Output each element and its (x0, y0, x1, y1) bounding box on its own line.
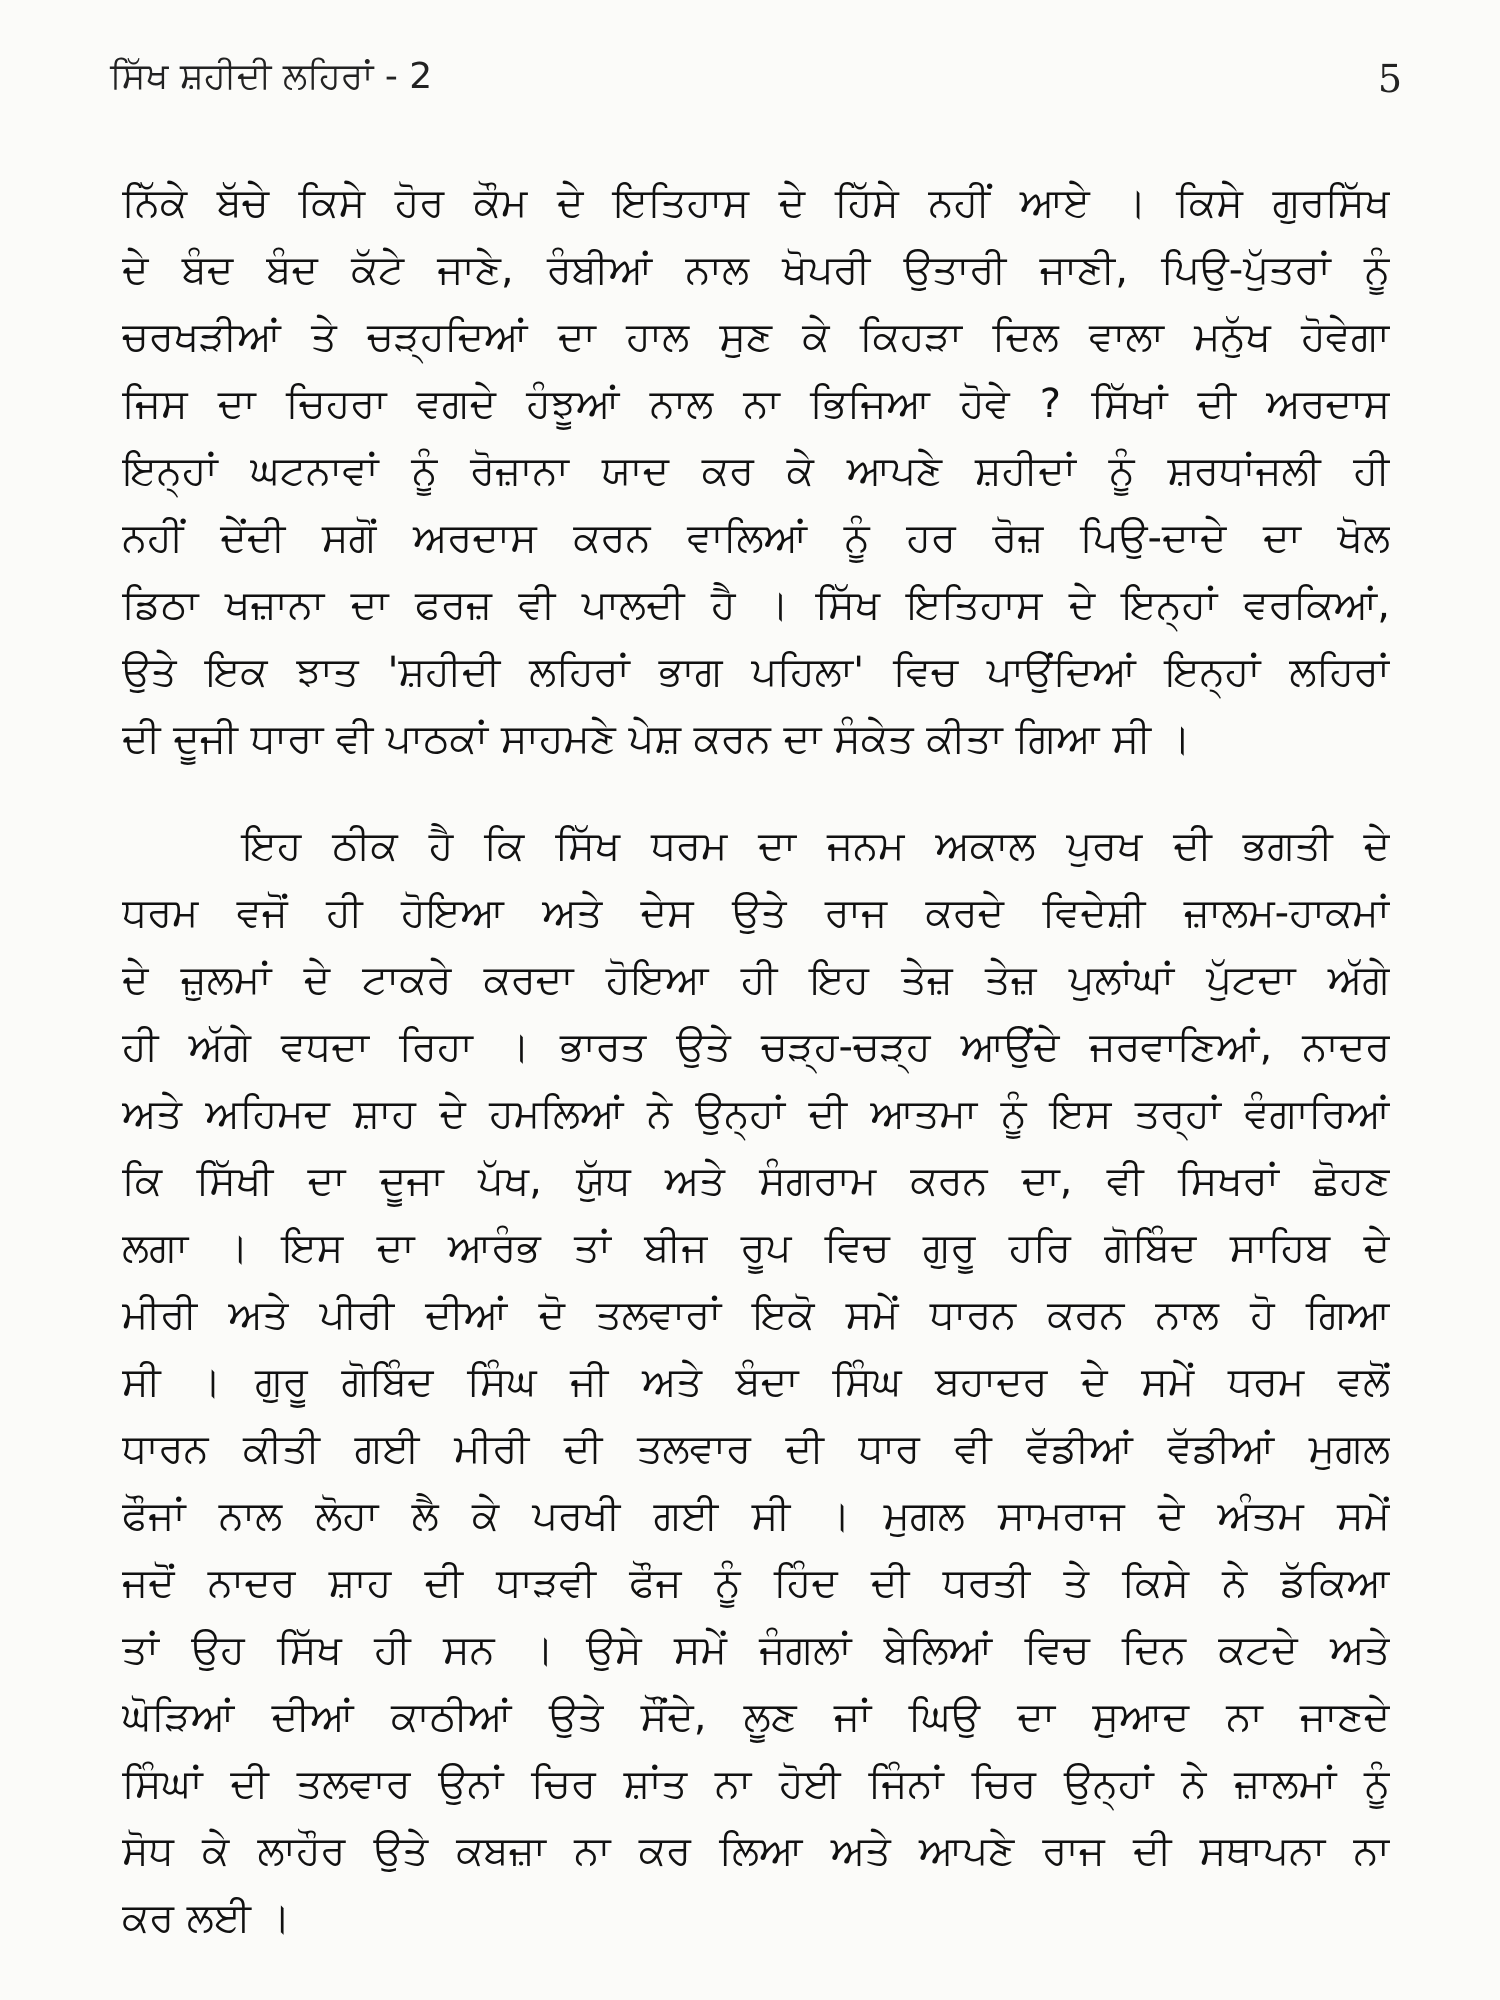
text-line: ਜਦੋਂ ਨਾਦਰ ਸ਼ਾਹ ਦੀ ਧਾੜਵੀ ਫੌਜ ਨੂੰ ਹਿੰਦ ਦੀ ਧਰਤੀ ਤੇ ਕਿਸੇ ਨੇ ਡੱਕਿਆ (122, 1560, 1390, 1606)
text-line: ਮੀਰੀ ਅਤੇ ਪੀਰੀ ਦੀਆਂ ਦੋ ਤਲਵਾਰਾਂ ਇਕੋ ਸਮੇਂ ਧਾਰਨ ਕਰਨ ਨਾਲ ਹੋ ਗਿਆ (122, 1292, 1390, 1338)
text-line: ਸੀ । ਗੁਰੂ ਗੋਬਿੰਦ ਸਿੰਘ ਜੀ ਅਤੇ ਬੰਦਾ ਸਿੰਘ ਬਹਾਦਰ ਦੇ ਸਮੇਂ ਧਰਮ ਵਲੋਂ (122, 1359, 1390, 1405)
text-line: ਇਹ ਠੀਕ ਹੈ ਕਿ ਸਿੱਖ ਧਰਮ ਦਾ ਜਨਮ ਅਕਾਲ ਪੁਰਖ ਦੀ ਭਗਤੀ ਦੇ (242, 823, 1390, 869)
paragraph-2 (122, 813, 1390, 1952)
running-header: ਸਿੱਖ ਸ਼ਹੀਦੀ ਲਹਿਰਾਂ - 2 (110, 56, 433, 97)
text-line: ਤਾਂ ਉਹ ਸਿੱਖ ਹੀ ਸਨ । ਉਸੇ ਸਮੇਂ ਜੰਗਲਾਂ ਬੇਲਿਆਂ ਵਿਚ ਦਿਨ ਕਟਦੇ ਅਤੇ (122, 1627, 1390, 1673)
text-line: ਜਿਸ ਦਾ ਚਿਹਰਾ ਵਗਦੇ ਹੰਝੂਆਂ ਨਾਲ ਨਾ ਭਿਜਿਆ ਹੋਵੇ ? ਸਿੱਖਾਂ ਦੀ ਅਰਦਾਸ (122, 381, 1390, 427)
page-number: 5 (1377, 57, 1402, 101)
text-line: ਘੋੜਿਆਂ ਦੀਆਂ ਕਾਠੀਆਂ ਉਤੇ ਸੌਂਦੇ, ਲੂਣ ਜਾਂ ਘਿਉ ਦਾ ਸੁਆਦ ਨਾ ਜਾਣਦੇ (122, 1694, 1390, 1740)
text-line: ਦੇ ਬੰਦ ਬੰਦ ਕੱਟੇ ਜਾਣੇ, ਰੰਬੀਆਂ ਨਾਲ ਖੋਪਰੀ ਉਤਾਰੀ ਜਾਣੀ, ਪਿਉ-ਪੁੱਤਰਾਂ ਨੂੰ (122, 247, 1390, 293)
text-line: ਫੌਜਾਂ ਨਾਲ ਲੋਹਾ ਲੈ ਕੇ ਪਰਖੀ ਗਈ ਸੀ । ਮੁਗਲ ਸਾਮਰਾਜ ਦੇ ਅੰਤਮ ਸਮੇਂ (122, 1493, 1390, 1539)
text-line: ਉਤੇ ਇਕ ਝਾਤ 'ਸ਼ਹੀਦੀ ਲਹਿਰਾਂ ਭਾਗ ਪਹਿਲਾ' ਵਿਚ ਪਾਉਂਦਿਆਂ ਇਨ੍ਹਾਂ ਲਹਿਰਾਂ (122, 649, 1390, 695)
text-line: ਦੀ ਦੂਜੀ ਧਾਰਾ ਵੀ ਪਾਠਕਾਂ ਸਾਹਮਣੇ ਪੇਸ਼ ਕਰਨ ਦਾ ਸੰਕੇਤ ਕੀਤਾ ਗਿਆ ਸੀ । (122, 716, 1191, 762)
text-line: ਧਾਰਨ ਕੀਤੀ ਗਈ ਮੀਰੀ ਦੀ ਤਲਵਾਰ ਦੀ ਧਾਰ ਵੀ ਵੱਡੀਆਂ ਵੱਡੀਆਂ ਮੁਗਲ (122, 1426, 1390, 1472)
text-line: ਧਰਮ ਵਜੋਂ ਹੀ ਹੋਇਆ ਅਤੇ ਦੇਸ ਉਤੇ ਰਾਜ ਕਰਦੇ ਵਿਦੇਸ਼ੀ ਜ਼ਾਲਮ-ਹਾਕਮਾਂ (122, 890, 1390, 936)
text-line: ਕਰ ਲਈ । (122, 1895, 291, 1941)
paragraph-1 (122, 170, 1390, 773)
paragraph-gap (122, 773, 1390, 813)
text-line: ਅਤੇ ਅਹਿਮਦ ਸ਼ਾਹ ਦੇ ਹਮਲਿਆਂ ਨੇ ਉਨ੍ਹਾਂ ਦੀ ਆਤਮਾ ਨੂੰ ਇਸ ਤਰ੍ਹਾਂ ਵੰਗਾਰਿਆਂ (122, 1091, 1390, 1137)
text-line: ਨਹੀਂ ਦੇਂਦੀ ਸਗੋਂ ਅਰਦਾਸ ਕਰਨ ਵਾਲਿਆਂ ਨੂੰ ਹਰ ਰੋਜ਼ ਪਿਉ-ਦਾਦੇ ਦਾ ਖੋਲ (122, 515, 1390, 561)
text-line: ਡਿਠਾ ਖਜ਼ਾਨਾ ਦਾ ਫਰਜ਼ ਵੀ ਪਾਲਦੀ ਹੈ । ਸਿੱਖ ਇਤਿਹਾਸ ਦੇ ਇਨ੍ਹਾਂ ਵਰਕਿਆਂ, (122, 582, 1390, 628)
text-line: ਚਰਖੜੀਆਂ ਤੇ ਚੜ੍ਹਦਿਆਂ ਦਾ ਹਾਲ ਸੁਣ ਕੇ ਕਿਹੜਾ ਦਿਲ ਵਾਲਾ ਮਨੁੱਖ ਹੋਵੇਗਾ (122, 314, 1390, 360)
text-line: ਦੇ ਜ਼ੁਲਮਾਂ ਦੇ ਟਾਕਰੇ ਕਰਦਾ ਹੋਇਆ ਹੀ ਇਹ ਤੇਜ਼ ਤੇਜ਼ ਪੁਲਾਂਘਾਂ ਪੁੱਟਦਾ ਅੱਗੇ (122, 957, 1390, 1003)
text-line: ਹੀ ਅੱਗੇ ਵਧਦਾ ਰਿਹਾ । ਭਾਰਤ ਉਤੇ ਚੜ੍ਹ-ਚੜ੍ਹ ਆਉਂਦੇ ਜਰਵਾਣਿਆਂ, ਨਾਦਰ (122, 1024, 1390, 1070)
text-line: ਲਗਾ । ਇਸ ਦਾ ਆਰੰਭ ਤਾਂ ਬੀਜ ਰੂਪ ਵਿਚ ਗੁਰੂ ਹਰਿ ਗੋਬਿੰਦ ਸਾਹਿਬ ਦੇ (122, 1225, 1390, 1271)
text-line: ਇਨ੍ਹਾਂ ਘਟਨਾਵਾਂ ਨੂੰ ਰੋਜ਼ਾਨਾ ਯਾਦ ਕਰ ਕੇ ਆਪਣੇ ਸ਼ਹੀਦਾਂ ਨੂੰ ਸ਼ਰਧਾਂਜਲੀ ਹੀ (122, 448, 1390, 494)
text-line: ਸਿੰਘਾਂ ਦੀ ਤਲਵਾਰ ਉਨਾਂ ਚਿਰ ਸ਼ਾਂਤ ਨਾ ਹੋਈ ਜਿੰਨਾਂ ਚਿਰ ਉਨ੍ਹਾਂ ਨੇ ਜ਼ਾਲਮਾਂ ਨੂੰ (122, 1761, 1390, 1807)
text-line: ਸੋਧ ਕੇ ਲਾਹੌਰ ਉਤੇ ਕਬਜ਼ਾ ਨਾ ਕਰ ਲਿਆ ਅਤੇ ਆਪਣੇ ਰਾਜ ਦੀ ਸਥਾਪਨਾ ਨਾ (122, 1828, 1390, 1874)
text-line: ਨਿੱਕੇ ਬੱਚੇ ਕਿਸੇ ਹੋਰ ਕੌਮ ਦੇ ਇਤਿਹਾਸ ਦੇ ਹਿੱਸੇ ਨਹੀਂ ਆਏ । ਕਿਸੇ ਗੁਰਸਿੱਖ (122, 180, 1390, 226)
text-line: ਕਿ ਸਿੱਖੀ ਦਾ ਦੂਜਾ ਪੱਖ, ਯੁੱਧ ਅਤੇ ਸੰਗਰਾਮ ਕਰਨ ਦਾ, ਵੀ ਸਿਖਰਾਂ ਛੋਹਣ (122, 1158, 1390, 1204)
body-text (122, 170, 1390, 1952)
